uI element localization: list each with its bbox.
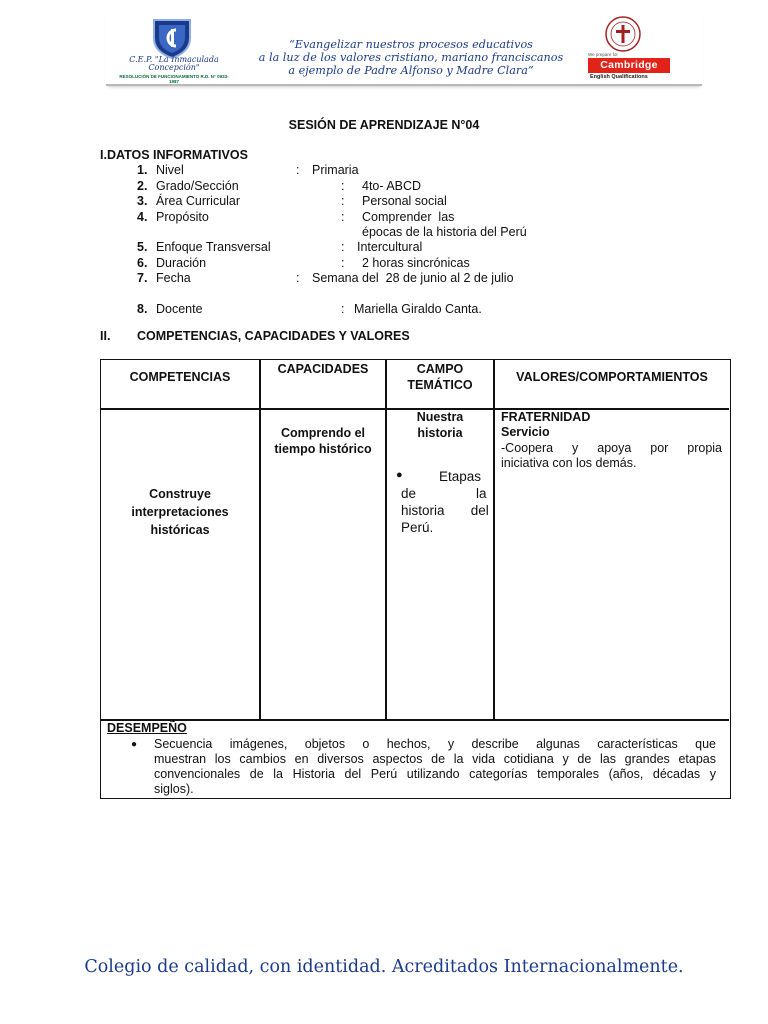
motto (246, 38, 576, 77)
info-value-enfoque: Intercultural (357, 240, 423, 254)
valor-desc-line: iniciativa con los demás. (501, 456, 637, 470)
competencia-line: históricas (150, 523, 210, 537)
header-campo-tematico (387, 362, 493, 393)
desempeno-line: Secuencia imágenes, objetos o hechos, y describe algunas características que (154, 737, 716, 751)
info-num: 1. (137, 163, 148, 177)
section2-number: II. (100, 329, 111, 343)
cambridge-subtitle: English Qualifications (590, 74, 648, 80)
info-num: 4. (137, 210, 148, 224)
competencia-line: interpretaciones (131, 505, 229, 519)
table-divider (101, 719, 729, 721)
campo-item-line: Perú. (401, 520, 434, 535)
campo-item-line: Etapas (439, 469, 482, 484)
desempeno-line: muestran los cambios en diversos aspectos de la vida cotidiana y de las grandes etapas (154, 752, 716, 766)
capacidad-line: Comprendo el (280, 426, 366, 440)
page-title: SESIÓN DE APRENDIZAJE N°04 (288, 118, 480, 132)
section2-heading: COMPETENCIAS, CAPACIDADES Y VALORES (137, 329, 410, 343)
valor-subtitle: Servicio (501, 425, 550, 439)
campo-item-line: de la (401, 486, 487, 501)
motto-line: a ejemplo de Padre Alfonso y Madre Clara” (288, 64, 534, 77)
info-value-duracion: 2 horas sincrónicas (362, 256, 470, 270)
desempeno-line: convencionales de la Historia del Perú utilizando categorías temporales (años, décadas y (154, 767, 716, 781)
franciscan-seal-icon (604, 15, 642, 53)
info-label-nivel: Nivel (156, 163, 184, 177)
info-num: 8. (137, 302, 148, 316)
info-num: 6. (137, 256, 148, 270)
campo-title (387, 410, 493, 441)
info-value-grado: 4to- ABCD (362, 179, 422, 193)
cambridge-logo: Cambridge (588, 58, 670, 73)
info-value-proposito-cont: épocas de la historia del Perú (362, 225, 527, 239)
info-sep: : (296, 163, 300, 177)
campo-item-line: historia del (401, 503, 489, 518)
table-divider (259, 360, 261, 720)
school-name: C.E.P. "La Inmaculada Concepción" (129, 55, 219, 72)
competencias-table (100, 359, 731, 799)
competencia-cell (101, 485, 259, 539)
school-resolution: RESOLUCIÓN DE FUNCIONAMIENTO R.D. N° 0933-1987 (119, 74, 229, 84)
info-num: 7. (137, 271, 148, 285)
campo-title-line: Nuestra (416, 410, 464, 424)
info-value-fecha: Semana del 28 de junio al 2 de julio (312, 271, 514, 285)
info-label-grado: Grado/Sección (156, 179, 239, 193)
cambridge-prep-text: We prepare for (588, 52, 618, 57)
table-divider (493, 360, 495, 720)
valor-desc-line: -Coopera y apoya por propia (501, 441, 722, 455)
school-crest-icon (150, 16, 194, 60)
motto-line: “Evangelizar nuestros procesos educativos (289, 38, 533, 51)
info-label-docente: Docente (156, 302, 203, 316)
info-sep: : (341, 240, 345, 254)
desempeno-bullet: ● (131, 739, 138, 750)
motto-line: a la luz de los valores cristiano, mariano franciscanos (258, 51, 564, 64)
campo-bullet: ● (396, 469, 403, 481)
info-sep: : (341, 210, 345, 224)
capacidad-line: tiempo histórico (274, 441, 372, 456)
info-label-enfoque: Enfoque Transversal (156, 240, 271, 254)
info-value-nivel: Primaria (312, 163, 359, 177)
competencia-line: Construye (149, 487, 211, 501)
info-sep: : (341, 179, 345, 193)
info-label-duracion: Duración (156, 256, 207, 270)
info-sep: : (296, 271, 300, 285)
capacidad-cell (261, 426, 385, 457)
info-label-fecha: Fecha (156, 271, 191, 285)
info-value-docente: Mariella Giraldo Canta. (354, 302, 482, 316)
section1-heading: I.DATOS INFORMATIVOS (100, 148, 248, 162)
desempeno-line: siglos). (154, 782, 194, 796)
campo-title-line: historia (417, 425, 463, 440)
info-value-area: Personal social (362, 194, 447, 208)
desempeno-label: DESEMPEÑO (107, 721, 187, 735)
header-banner (106, 12, 702, 86)
header-competencias: COMPETENCIAS (129, 370, 231, 384)
footer-slogan: Colegio de calidad, con identidad. Acreditados Internacionalmente. (84, 957, 684, 977)
header-campo-line: TEMÁTICO (407, 377, 473, 392)
info-num: 5. (137, 240, 148, 254)
header-valores: VALORES/COMPORTAMIENTOS (516, 370, 708, 384)
info-num: 2. (137, 179, 148, 193)
info-sep: : (341, 194, 345, 208)
info-sep: : (341, 256, 345, 270)
info-sep: : (341, 302, 345, 316)
header-capacidades: CAPACIDADES (277, 362, 369, 376)
info-label-area: Área Curricular (156, 194, 241, 208)
valor-title: FRATERNIDAD (501, 410, 591, 424)
info-num: 3. (137, 194, 148, 208)
info-value-proposito: Comprender las (362, 210, 455, 224)
header-campo-line: CAMPO (416, 362, 464, 376)
info-label-proposito: Propósito (156, 210, 209, 224)
